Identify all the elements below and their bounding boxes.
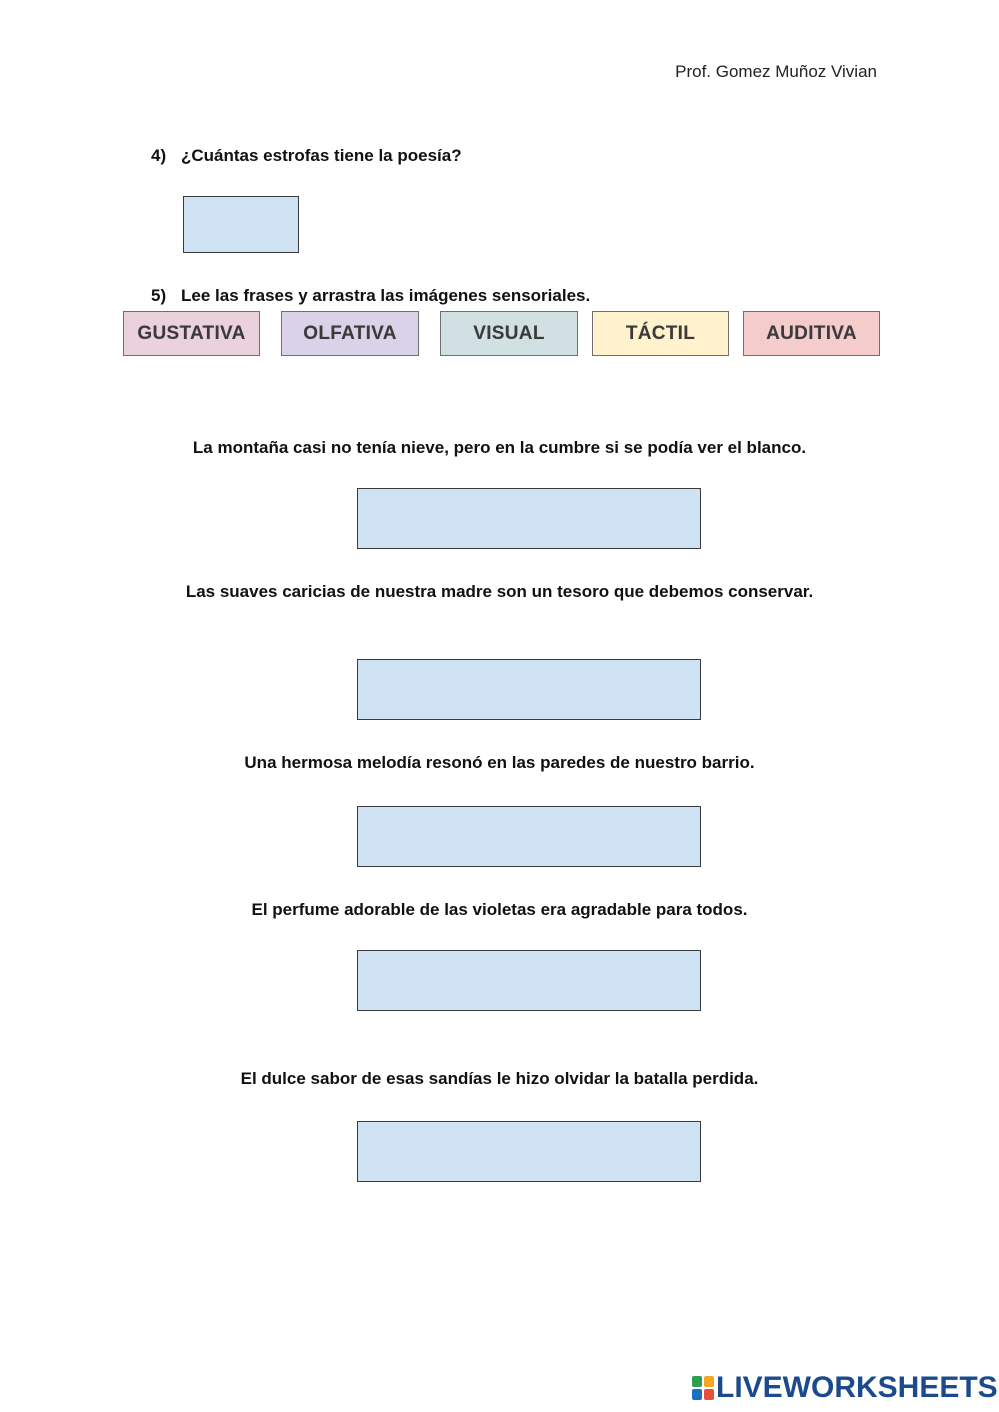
sentence-5: El dulce sabor de esas sandías le hizo olvidar la batalla perdida. [240, 1069, 759, 1088]
sentence-2: Las suaves caricias de nuestra madre son un tesoro que debemos conservar. [185, 582, 814, 601]
drop-box-3[interactable] [357, 806, 701, 867]
question-4 [151, 146, 462, 166]
tag-auditiva[interactable]: AUDITIVA [743, 311, 880, 356]
author-name: Prof. Gomez Muñoz Vivian [675, 62, 877, 81]
question-4-text: ¿Cuántas estrofas tiene la poesía? [181, 146, 462, 165]
drop-box-2[interactable] [357, 659, 701, 720]
liveworksheets-brand [692, 1372, 998, 1404]
sentence-4: El perfume adorable de las violetas era agradable para todos. [251, 900, 748, 919]
liveworksheets-wordmark: LIVEWORKSHEETS [716, 1371, 998, 1404]
question-5-text: Lee las frases y arrastra las imágenes sensoriales. [181, 286, 591, 305]
tag-olfativa[interactable]: OLFATIVA [281, 311, 419, 356]
sentence-1: La montaña casi no tenía nieve, pero en la cumbre si se podía ver el blanco. [192, 438, 807, 457]
tag-gustativa[interactable]: GUSTATIVA [123, 311, 260, 356]
question-5-number: 5) [151, 286, 167, 305]
liveworksheets-logo-icon [692, 1376, 714, 1400]
question-5 [151, 286, 590, 306]
tag-tactil[interactable]: TÁCTIL [592, 311, 729, 356]
drop-box-4[interactable] [357, 950, 701, 1011]
drop-box-5[interactable] [357, 1121, 701, 1182]
question-4-number: 4) [151, 146, 167, 165]
sentence-3: Una hermosa melodía resonó en las paredes de nuestro barrio. [244, 753, 755, 772]
answer-box-strophes[interactable] [183, 196, 299, 253]
drop-box-1[interactable] [357, 488, 701, 549]
tag-visual[interactable]: VISUAL [440, 311, 578, 356]
